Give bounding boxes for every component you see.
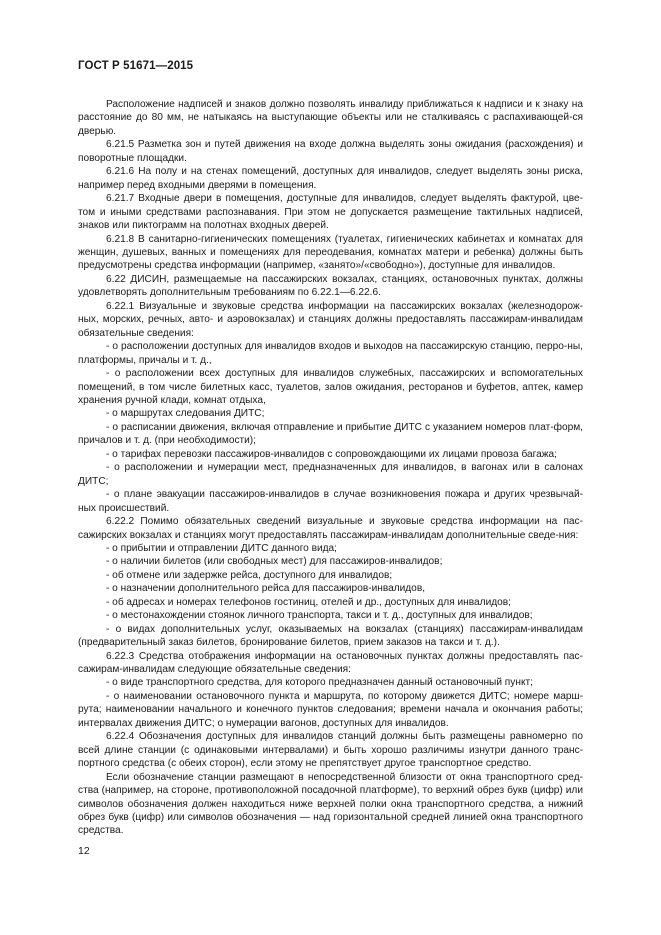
paragraph: - о наименовании остановочного пункта и маршрута, по которому движется ДИТС; номере марш-рута; наименовании начального и конечного пунктов следования; времени начала и окончания работы; интервалах движения ДИТС; о нумерации вагонов, доступных для инвалидов. [78,690,583,729]
paragraph: - о расписании движения, включая отправление и прибытие ДИТС с указанием номеров плат-форм, причалов и т. д. (при необходимости); [78,421,583,447]
paragraph: Если обозначение станции размещают в непосредственной близости от окна транспортного сред-ства (например, на стороне, противоположной посадочной платформе), то верхний обрез букв (цифр) или символов обозначения должен находиться ниже верхней полки окна транспортного средства, а нижний обрез букв (цифр) или символов обозначения — над горизонтальной средней линией окна транспортного средства. [78,771,583,837]
paragraph: - о виде транспортного средства, для которого предназначен данный остановочный пункт; [106,677,533,689]
paragraph: - о маршрутах следования ДИТС; [106,408,265,420]
paragraph: Расположение надписей и знаков должно позволять инвалиду приближаться к надписи и к знаку на расстояние до 80 мм, не натыкаясь на выступающие объекты или не сталкиваясь с распахивающей-ся дверью. [78,99,583,137]
paragraph: 6.22 ДИСИН, размещаемые на пассажирских вокзалах, станциях, остановочных пунктах, должны удовлетворять дополнительным требованиям по 6.22.1—6.22.6. [78,273,583,299]
paragraph: 6.21.5 Разметка зон и путей движения на входе должна выделять зоны ожидания (расхождения) и поворотные площадки. [78,139,583,164]
paragraph: 6.22.4 Обозначения доступных для инвалидов станций должны быть размещены равномерно по всей длине станции (с одинаковыми интервалами) и быть хорошо различимы изнутри данного транс-портного средства (с обеих сторон), если этому не препятствует другое транспортное средство. [78,731,583,770]
paragraph: 6.21.6 На полу и на стенах помещений, доступных для инвалидов, следует выделять зоны риска, например перед входными дверями в помещения. [78,166,583,191]
body-text [78,98,583,838]
paragraph: - о плане эвакуации пассажиров-инвалидов в случае возникновения пожара и других чрезвычай-ных происшествий. [78,489,583,514]
paragraph: 6.21.7 Входные двери в помещения, доступные для инвалидов, следует выделять фактурой, цве-том и иными средствами распознавания. При этом не допускается размещение тактильных надписей, знаков или пиктограмм на полотнах входных дверей. [78,193,583,232]
paragraph: - о расположении доступных для инвалидов входов и выходов на пассажирскую станцию, перро-ны, платформы, причалы и т. д., [78,341,583,366]
paragraph: 6.22.1 Визуальные и звуковые средства информации на пассажирских вокзалах (железнодорож-ных, морских, речных, авто- и аэровокзалах) и станциях должны предоставлять пассажирам-инвалидам обязательные сведения: [78,300,583,339]
paragraph: 6.22.3 Средства отображения информации на остановочных пунктах должны предоставлять пас-сажирам-инвалидам следующие обязательные сведения: [78,650,583,676]
paragraph: - о назначении дополнительного рейса для пассажиров-инвалидов, [106,583,426,595]
paragraph: - о расположении и нумерации мест, предназначенных для инвалидов, в вагонах или в салонах ДИТС; [78,462,583,487]
paragraph: 6.21.8 В санитарно-гигиенических помещениях (туалетах, гигиенических кабинетах и комнатах для женщин, душевых, ванных и помещениях для переодевания, комнатах матери и ребенка) должны быть предусмотрены средства информации (например, «занято»/«свободно»), доступные для инвалидов. [78,233,583,272]
paragraph: 6.22.2 Помимо обязательных сведений визуальные и звуковые средства информации на пас-сажирских вокзалах и станциях могут предоставлять пассажирам-инвалидам дополнительные сведе-ния: [78,516,583,541]
page-number: 12 [78,845,90,857]
paragraph: - о видах дополнительных услуг, оказываемых на вокзалах (станциях) пассажирам-инвалидам (предварительный заказ билетов, бронирование билетов, прием заказов на такси и т. д.). [78,623,583,649]
paragraph: - о тарифах перевозки пассажиров-инвалидов с сопровождающими их лицами провоза багажа; [106,448,557,460]
document-header: ГОСТ Р 51671—2015 [78,60,194,72]
paragraph: - о расположении всех доступных для инвалидов служебных, пассажирских и вспомогательных помещений, в том числе билетных касс, туалетов, залов ожидания, ресторанов и буфетов, аптек, камер хранения ручной клади, комнат отдыха, [78,368,583,406]
paragraph: - о прибытии и отправлении ДИТС данного вида; [106,542,337,554]
paragraph: - о наличии билетов (или свободных мест) для пассажиров-инвалидов; [106,556,443,568]
paragraph: - об отмене или задержке рейса, доступного для инвалидов; [106,569,393,581]
paragraph: - о местонахождении стоянок личного транспорта, такси и т. д., доступных для инвалидов; [106,610,533,622]
paragraph: - об адресах и номерах телефонов гостиниц, отелей и др., доступных для инвалидов; [106,596,511,608]
